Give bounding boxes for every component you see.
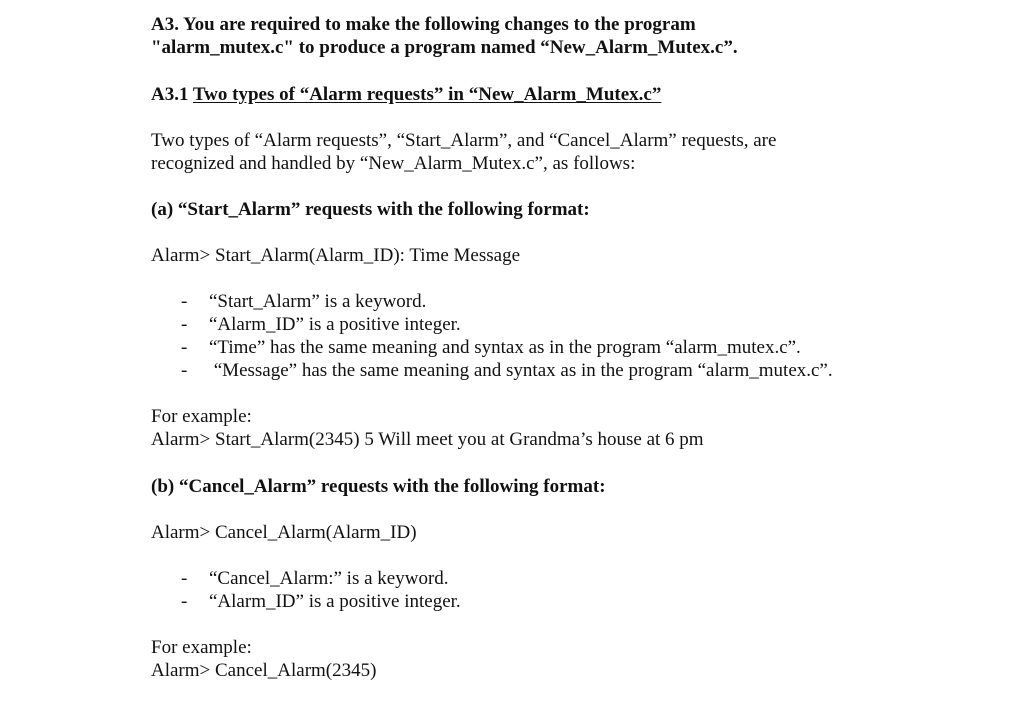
header-line-1: A3. You are required to make the following changes to the program — [151, 14, 696, 35]
intro-line-1: Two types of “Alarm requests”, “Start_Alarm”, and “Cancel_Alarm” requests, are — [151, 130, 777, 151]
section-heading — [151, 84, 661, 106]
cancel-example-label: For example: — [151, 637, 252, 658]
start-alarm-heading: (a) “Start_Alarm” requests with the following format: — [151, 199, 590, 220]
section-title: Two types of “Alarm requests” in “New_Alarm_Mutex.c” — [192, 84, 662, 105]
cancel-alarm-heading: (b) “Cancel_Alarm” requests with the following format: — [151, 476, 606, 497]
list-item: “Start_Alarm” is a keyword. — [209, 291, 427, 312]
intro-line-2: recognized and handled by “New_Alarm_Mutex.c”, as follows: — [151, 153, 636, 174]
header-line-2: "alarm_mutex.c" to produce a program named “New_Alarm_Mutex.c”. — [151, 37, 738, 58]
list-item: “Cancel_Alarm:” is a keyword. — [209, 568, 449, 589]
bullet-dash: - — [181, 314, 188, 335]
start-alarm-format: Alarm> Start_Alarm(Alarm_ID): Time Message — [151, 245, 521, 266]
list-item: “Time” has the same meaning and syntax as in the program “alarm_mutex.c”. — [209, 337, 801, 358]
bullet-dash: - — [181, 291, 188, 312]
bullet-dash: - — [181, 591, 188, 612]
section-number: A3.1 — [151, 84, 189, 105]
bullet-dash: - — [181, 568, 188, 589]
bullet-dash: - — [181, 337, 188, 358]
cancel-alarm-format: Alarm> Cancel_Alarm(Alarm_ID) — [151, 522, 417, 543]
list-item: “Alarm_ID” is a positive integer. — [209, 591, 461, 612]
list-item: “Alarm_ID” is a positive integer. — [209, 314, 461, 335]
start-example-label: For example: — [151, 406, 252, 427]
cancel-example: Alarm> Cancel_Alarm(2345) — [151, 660, 377, 681]
bullet-dash: - — [181, 360, 188, 381]
list-item: “Message” has the same meaning and syntax as in the program “alarm_mutex.c”. — [209, 360, 833, 381]
start-example: Alarm> Start_Alarm(2345) 5 Will meet you at Grandma’s house at 6 pm — [151, 429, 704, 450]
